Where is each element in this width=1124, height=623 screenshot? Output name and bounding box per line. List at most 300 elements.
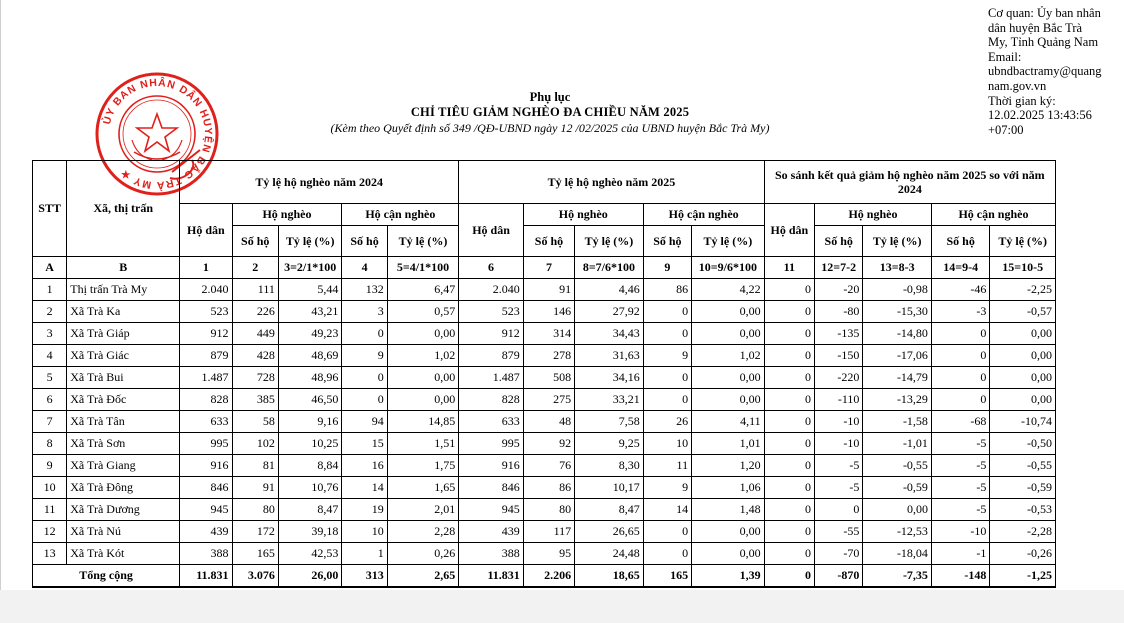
poverty-target-table [32, 160, 1056, 588]
table-cell: -0,55 [990, 455, 1056, 477]
total-cell: -870 [815, 565, 863, 588]
header-compare: So sánh kết quả giảm hộ nghèo năm 2025 so với năm 2024 [764, 161, 1055, 204]
table-cell: 9 [643, 345, 691, 367]
table-cell: -110 [815, 389, 863, 411]
table-cell: 995 [180, 433, 232, 455]
table-cell: 828 [180, 389, 232, 411]
row-number: 7 [33, 411, 67, 433]
signature-line: My, Tỉnh Quảng Nam [988, 35, 1099, 50]
header-households-compare: Hộ dân [764, 204, 814, 257]
table-cell: -0,98 [863, 279, 932, 301]
table-cell: 2.040 [459, 279, 524, 301]
table-cell: 42,53 [278, 543, 341, 565]
table-cell: 26,65 [575, 521, 644, 543]
index-cell: 11 [764, 257, 814, 279]
signature-line: dân huyện Bắc Trà [988, 20, 1083, 35]
table-cell: 428 [232, 345, 278, 367]
header-stt: STT [33, 161, 67, 257]
total-cell: 11.831 [459, 565, 524, 588]
commune-name: Xã Trà Đông [67, 477, 180, 499]
table-cell: 80 [232, 499, 278, 521]
table-cell: 449 [232, 323, 278, 345]
table-cell: -2,28 [990, 521, 1056, 543]
header-households-2025: Hộ dân [459, 204, 524, 257]
table-cell: 1,02 [387, 345, 459, 367]
table-cell: 0 [643, 323, 691, 345]
table-cell: 275 [523, 389, 574, 411]
header-2025: Tỷ lệ hộ nghèo năm 2025 [459, 161, 764, 204]
table-cell: 2,28 [387, 521, 459, 543]
table-cell: 912 [459, 323, 524, 345]
header-near-2025: Hộ cận nghèo [643, 204, 764, 226]
table-cell: -80 [815, 301, 863, 323]
table-cell: 0 [764, 433, 814, 455]
index-cell: 7 [523, 257, 574, 279]
total-cell: -148 [931, 565, 989, 588]
table-cell: 33,21 [575, 389, 644, 411]
table-cell: 0 [815, 499, 863, 521]
table-cell: 1,51 [387, 433, 459, 455]
table-cell: 0 [764, 543, 814, 565]
table-cell: 0 [342, 367, 387, 389]
commune-name: Xã Trà Giác [67, 345, 180, 367]
table-cell: 39,18 [278, 521, 341, 543]
table-cell: 172 [232, 521, 278, 543]
table-cell: -5 [931, 499, 989, 521]
table-cell: 1.487 [459, 367, 524, 389]
table-cell: -0,59 [990, 477, 1056, 499]
table-cell: -0,50 [990, 433, 1056, 455]
table-row [33, 279, 1056, 301]
table-cell: 945 [459, 499, 524, 521]
table-row [33, 521, 1056, 543]
table-cell: 1.487 [180, 367, 232, 389]
header-count: Số hộ [342, 226, 387, 257]
index-row [33, 257, 1056, 279]
table-cell: 728 [232, 367, 278, 389]
table-cell: -5 [931, 433, 989, 455]
document-header [230, 89, 870, 136]
header-count: Số hộ [523, 226, 574, 257]
table-cell: 0 [764, 499, 814, 521]
row-number: 1 [33, 279, 67, 301]
table-cell: 10 [342, 521, 387, 543]
index-cell: 1 [180, 257, 232, 279]
table-cell: -1 [931, 543, 989, 565]
table-cell: -10 [815, 433, 863, 455]
signature-line: nam.gov.vn [988, 78, 1047, 93]
page-edge [0, 0, 1, 590]
table-cell: 81 [232, 455, 278, 477]
table-cell: 7,58 [575, 411, 644, 433]
table-cell: 48 [523, 411, 574, 433]
table-body [33, 257, 1056, 588]
table-cell: 523 [459, 301, 524, 323]
table-cell: 1,02 [692, 345, 765, 367]
table-cell: -20 [815, 279, 863, 301]
table-cell: 9 [342, 345, 387, 367]
table-row [33, 367, 1056, 389]
index-cell: 10=9/6*100 [692, 257, 765, 279]
index-cell: 4 [342, 257, 387, 279]
document-subtitle: (Kèm theo Quyết định số 349 /QĐ-UBND ngày 12 /02/2025 của UBND huyện Bắc Trà My) [330, 121, 770, 135]
table-cell: 1,06 [692, 477, 765, 499]
table-cell: 916 [180, 455, 232, 477]
table-cell: 388 [180, 543, 232, 565]
table-row [33, 543, 1056, 565]
table-cell: 912 [180, 323, 232, 345]
table-cell: 388 [459, 543, 524, 565]
total-cell: 0 [764, 565, 814, 588]
table-cell: 8,47 [278, 499, 341, 521]
table-row [33, 301, 1056, 323]
table-cell: 633 [180, 411, 232, 433]
header-count: Số hộ [815, 226, 863, 257]
header-poor-2024: Hộ nghèo [232, 204, 342, 226]
signature-line: 12.02.2025 13:43:56 [988, 108, 1092, 123]
commune-name: Xã Trà Dương [67, 499, 180, 521]
commune-name: Xã Trà Sơn [67, 433, 180, 455]
table-cell: 0,00 [692, 301, 765, 323]
table-cell: 94 [342, 411, 387, 433]
header-rate: Tỷ lệ (%) [387, 226, 459, 257]
row-number: 12 [33, 521, 67, 543]
header-near-2024: Hộ cận nghèo [342, 204, 459, 226]
table-cell: 26 [643, 411, 691, 433]
row-number: 8 [33, 433, 67, 455]
table-cell: 15 [342, 433, 387, 455]
table-cell: 102 [232, 433, 278, 455]
table-cell: 10,76 [278, 477, 341, 499]
table-row [33, 411, 1056, 433]
table-cell: 14 [342, 477, 387, 499]
table-cell: 0,00 [990, 389, 1056, 411]
header-2024: Tỷ lệ hộ nghèo năm 2024 [180, 161, 459, 204]
table-cell: 0 [342, 323, 387, 345]
table-cell: 385 [232, 389, 278, 411]
table-cell: 0,57 [387, 301, 459, 323]
table-cell: 0 [931, 323, 989, 345]
table-cell: 0 [764, 301, 814, 323]
table-row [33, 499, 1056, 521]
table-cell: 0,00 [990, 345, 1056, 367]
table-cell: 226 [232, 301, 278, 323]
table-cell: 27,92 [575, 301, 644, 323]
table-cell: -0,59 [863, 477, 932, 499]
table-cell: 0,00 [387, 367, 459, 389]
table-cell: -1,58 [863, 411, 932, 433]
table-cell: 6,47 [387, 279, 459, 301]
table-cell: 1,65 [387, 477, 459, 499]
table-cell: 19 [342, 499, 387, 521]
signature-line: +07:00 [988, 122, 1024, 137]
table-cell: 0,00 [387, 323, 459, 345]
total-cell: 2.206 [523, 565, 574, 588]
table-cell: -70 [815, 543, 863, 565]
table-cell: 91 [232, 477, 278, 499]
table-cell: 0 [764, 323, 814, 345]
commune-name: Xã Trà Bui [67, 367, 180, 389]
table-row [33, 433, 1056, 455]
index-cell: 12=7-2 [815, 257, 863, 279]
total-cell: 3.076 [232, 565, 278, 588]
commune-name: Xã Trà Kót [67, 543, 180, 565]
header-rate: Tỷ lệ (%) [990, 226, 1056, 257]
table-cell: 0 [764, 279, 814, 301]
table-cell: 0 [764, 521, 814, 543]
table-cell: 34,43 [575, 323, 644, 345]
table-cell: 80 [523, 499, 574, 521]
table-cell: -14,80 [863, 323, 932, 345]
table-cell: 1 [342, 543, 387, 565]
table-cell: 48,69 [278, 345, 341, 367]
table-cell: 111 [232, 279, 278, 301]
table-cell: 0 [342, 389, 387, 411]
row-number: 13 [33, 543, 67, 565]
table-cell: -12,53 [863, 521, 932, 543]
table-cell: 0 [764, 455, 814, 477]
row-number: 6 [33, 389, 67, 411]
commune-name: Xã Trà Tân [67, 411, 180, 433]
table-cell: 523 [180, 301, 232, 323]
table-cell: 8,47 [575, 499, 644, 521]
table-cell: 91 [523, 279, 574, 301]
table-cell: 10,25 [278, 433, 341, 455]
table-cell: 0,00 [863, 499, 932, 521]
table-cell: -10 [815, 411, 863, 433]
signature-line: Email: [988, 49, 1022, 64]
table-cell: -68 [931, 411, 989, 433]
table-cell: -13,29 [863, 389, 932, 411]
table-cell: 995 [459, 433, 524, 455]
table-cell: 1,75 [387, 455, 459, 477]
table-cell: 9,16 [278, 411, 341, 433]
table-cell: -10,74 [990, 411, 1056, 433]
commune-name: Xã Trà Ka [67, 301, 180, 323]
index-cell: 13=8-3 [863, 257, 932, 279]
table-cell: 0,00 [692, 543, 765, 565]
header-rate: Tỷ lệ (%) [575, 226, 644, 257]
table-cell: -3 [931, 301, 989, 323]
table-cell: 9 [643, 477, 691, 499]
document-title: CHỈ TIÊU GIẢM NGHÈO ĐA CHIỀU NĂM 2025 [410, 105, 690, 119]
table-cell: 916 [459, 455, 524, 477]
table-cell: 0,00 [692, 521, 765, 543]
table-cell: 879 [459, 345, 524, 367]
row-number: 10 [33, 477, 67, 499]
table-cell: -18,04 [863, 543, 932, 565]
index-cell: A [33, 257, 67, 279]
index-cell: 8=7/6*100 [575, 257, 644, 279]
header-commune: Xã, thị trấn [67, 161, 180, 257]
table-cell: 146 [523, 301, 574, 323]
commune-name: Xã Trà Giáp [67, 323, 180, 345]
index-cell: 15=10-5 [990, 257, 1056, 279]
row-number: 5 [33, 367, 67, 389]
table-cell: 10 [643, 433, 691, 455]
total-cell: 165 [643, 565, 691, 588]
table-cell: 0 [931, 367, 989, 389]
table-cell: 165 [232, 543, 278, 565]
table-row [33, 389, 1056, 411]
table-cell: 0 [643, 367, 691, 389]
table-cell: -55 [815, 521, 863, 543]
table-cell: 0,00 [990, 367, 1056, 389]
table-cell: 46,50 [278, 389, 341, 411]
table-cell: 0 [764, 367, 814, 389]
header-households-2024: Hộ dân [180, 204, 232, 257]
table-cell: -17,06 [863, 345, 932, 367]
table-cell: -46 [931, 279, 989, 301]
table-cell: -5 [931, 455, 989, 477]
total-cell: 2,65 [387, 565, 459, 588]
table-cell: -135 [815, 323, 863, 345]
header-count: Số hộ [643, 226, 691, 257]
table-cell: 945 [180, 499, 232, 521]
index-cell: 6 [459, 257, 524, 279]
commune-name: Xã Trà Đốc [67, 389, 180, 411]
table-cell: 0 [643, 301, 691, 323]
index-cell: 5=4/1*100 [387, 257, 459, 279]
table-cell: 49,23 [278, 323, 341, 345]
table-cell: 1,20 [692, 455, 765, 477]
total-cell: -1,25 [990, 565, 1056, 588]
table-cell: -1,01 [863, 433, 932, 455]
table-row [33, 455, 1056, 477]
table-cell: -0,57 [990, 301, 1056, 323]
table-cell: 846 [459, 477, 524, 499]
index-cell: B [67, 257, 180, 279]
table-cell: 92 [523, 433, 574, 455]
table-cell: 4,46 [575, 279, 644, 301]
table-row [33, 345, 1056, 367]
table-cell: 31,63 [575, 345, 644, 367]
table-cell: -10 [931, 521, 989, 543]
table-cell: 95 [523, 543, 574, 565]
table-cell: 16 [342, 455, 387, 477]
table-cell: 132 [342, 279, 387, 301]
table-cell: 0,00 [692, 389, 765, 411]
table-cell: 58 [232, 411, 278, 433]
table-cell: 4,22 [692, 279, 765, 301]
table-cell: 0 [931, 389, 989, 411]
table-cell: 2,01 [387, 499, 459, 521]
table-cell: 24,48 [575, 543, 644, 565]
table-row [33, 323, 1056, 345]
table-cell: 0 [643, 521, 691, 543]
index-cell: 3=2/1*100 [278, 257, 341, 279]
signature-line: ubndbactramy@quang [988, 64, 1102, 79]
table-cell: 0,26 [387, 543, 459, 565]
index-cell: 2 [232, 257, 278, 279]
table-row [33, 477, 1056, 499]
table-cell: 8,84 [278, 455, 341, 477]
header-poor-2025: Hộ nghèo [523, 204, 643, 226]
table-cell: 86 [643, 279, 691, 301]
commune-name: Thị trấn Trà My [67, 279, 180, 301]
table-cell: 4,11 [692, 411, 765, 433]
table-cell: 0 [764, 477, 814, 499]
header-rate: Tỷ lệ (%) [692, 226, 765, 257]
table-cell: 879 [180, 345, 232, 367]
total-label: Tổng cộng [33, 565, 180, 588]
table-cell: -0,53 [990, 499, 1056, 521]
table-cell: -14,79 [863, 367, 932, 389]
header-rate: Tỷ lệ (%) [863, 226, 932, 257]
table-cell: 0,00 [692, 367, 765, 389]
total-cell: 11.831 [180, 565, 232, 588]
total-cell: -7,35 [863, 565, 932, 588]
table-cell: 0 [764, 389, 814, 411]
table-cell: 76 [523, 455, 574, 477]
table-cell: 3 [342, 301, 387, 323]
table-cell: 846 [180, 477, 232, 499]
header-near-compare: Hộ cận nghèo [931, 204, 1055, 226]
row-number: 9 [33, 455, 67, 477]
table-cell: 0 [643, 543, 691, 565]
table-cell: 0,00 [692, 323, 765, 345]
table-cell: -2,25 [990, 279, 1056, 301]
table-cell: -220 [815, 367, 863, 389]
table-cell: 48,96 [278, 367, 341, 389]
viewer-background [0, 590, 1124, 623]
header-rate: Tỷ lệ (%) [278, 226, 341, 257]
table-cell: -5 [815, 477, 863, 499]
total-cell: 26,00 [278, 565, 341, 588]
total-row [33, 565, 1056, 588]
commune-name: Xã Trà Giang [67, 455, 180, 477]
table-cell: 2.040 [180, 279, 232, 301]
row-number: 4 [33, 345, 67, 367]
table-cell: 10,17 [575, 477, 644, 499]
index-cell: 14=9-4 [931, 257, 989, 279]
table-cell: 633 [459, 411, 524, 433]
table-cell: -150 [815, 345, 863, 367]
table-cell: 314 [523, 323, 574, 345]
row-number: 3 [33, 323, 67, 345]
table-cell: 1,48 [692, 499, 765, 521]
table-cell: 439 [180, 521, 232, 543]
table-cell: 0 [764, 345, 814, 367]
signature-line: Cơ quan: Ủy ban nhân [988, 6, 1101, 20]
table-cell: 0 [643, 389, 691, 411]
table-cell: -5 [815, 455, 863, 477]
header-count: Số hộ [931, 226, 989, 257]
table-cell: 0,00 [990, 323, 1056, 345]
table-cell: 278 [523, 345, 574, 367]
signature-line: Thời gian ký: [988, 93, 1056, 108]
table-cell: 0 [931, 345, 989, 367]
table-cell: -0,55 [863, 455, 932, 477]
table-cell: 1,01 [692, 433, 765, 455]
total-cell: 18,65 [575, 565, 644, 588]
row-number: 11 [33, 499, 67, 521]
table-cell: 9,25 [575, 433, 644, 455]
table-cell: 0 [764, 411, 814, 433]
total-cell: 313 [342, 565, 387, 588]
table-cell: 828 [459, 389, 524, 411]
header-count: Số hộ [232, 226, 278, 257]
appendix-label: Phụ lục [529, 90, 571, 104]
row-number: 2 [33, 301, 67, 323]
table-cell: 34,16 [575, 367, 644, 389]
commune-name: Xã Trà Nú [67, 521, 180, 543]
table-cell: 5,44 [278, 279, 341, 301]
table-cell: 43,21 [278, 301, 341, 323]
header-poor-compare: Hộ nghèo [815, 204, 932, 226]
digital-signature-info [988, 6, 1120, 137]
table-cell: 11 [643, 455, 691, 477]
